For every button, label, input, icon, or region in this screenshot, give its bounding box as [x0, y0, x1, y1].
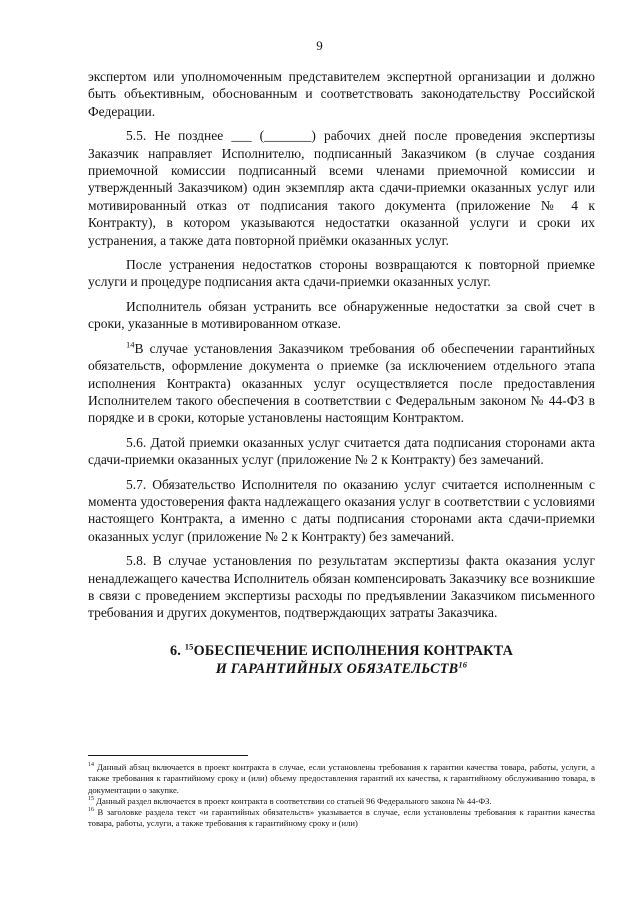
footnote-mark-14: 14 — [88, 762, 94, 769]
paragraph-defects-fix: Исполнитель обязан устранить все обнаруженные недостатки за свой счет в сроки, указанные в мотивированном отказе. — [88, 298, 595, 332]
paragraph-5-6: 5.6. Датой приемки оказанных услуг считается дата подписания сторонами акта сдачи-приемки оказанных услуг (приложение № 2 к Контракту) без замечаний. — [88, 434, 595, 468]
section-heading-line2: И ГАРАНТИЙНЫХ ОБЯЗАТЕЛЬСТВ — [215, 660, 459, 677]
paragraph-warranty-security-text: В случае установления Заказчиком требования об обеспечении гарантийных обязательств, оформление документа о приемке (за исключением отдельного этапа исполнения Контракта) оказанных услуг осуществляется после предоставления Исполнителем такого обеспечения в соответствии с Федеральным законом № 44-ФЗ в порядке и в сроки, которые установлены настоящим Контрактом. — [88, 340, 595, 426]
footnote-mark-16: 16 — [88, 807, 94, 814]
page-number: 9 — [316, 38, 323, 53]
paragraph-warranty-security — [88, 340, 595, 427]
section-heading-line2-wrap — [88, 660, 595, 678]
footnote-16 — [88, 807, 595, 830]
footnote-ref-15: 15 — [184, 641, 194, 652]
section-number: 6. — [169, 642, 185, 659]
footnote-15 — [88, 796, 595, 807]
paragraph-5-5: 5.5. Не позднее ___ (_______) рабочих дней после проведения экспертизы Заказчик направляет Исполнителю, подписанный Заказчиком (в случае создания приемочной комиссии подписанный всеми членами приемочной комиссии и утвержденный Заказчиком) один экземпляр акта сдачи-приемки оказанных услуг или мотивированный отказ от подписания такого документа (приложение № 4 к Контракту), в котором указываются недостатки оказанной услуги и сроки их устранения, а также дата повторной приёмки оказанных услуг. — [88, 128, 595, 248]
paragraph-continuation: экспертом или уполномоченным представителем экспертной организации и должно быть объективным, обоснованным и соответствовать законодательству Российской Федерации. — [88, 69, 595, 119]
paragraph-5-8: 5.8. В случае установления по результатам экспертизы факта оказания услуг ненадлежащего качества Исполнитель обязан компенсировать Заказчику все возникшие в связи с проведением экспертизы расходы по предъявлении Заказчиком письменного требования и других документов, подтверждающих затраты Заказчика. — [88, 553, 595, 621]
footnote-ref-16: 16 — [458, 659, 468, 670]
footnotes — [88, 755, 595, 830]
section-heading-6 — [88, 642, 595, 678]
paragraph-5-7: 5.7. Обязательство Исполнителя по оказанию услуг считается исполненным с момента удостоверения факта надлежащего оказания услуг в соответствии с условиями настоящего Контракта, а именно с даты подписания сторонами акта сдачи-приемки оказанных услуг (приложение № 2 к Контракту) без замечаний. — [88, 476, 595, 544]
footnote-15-text: Данный раздел включается в проект контракта в соответствии со статьей 96 Федерального закона № 44-ФЗ. — [94, 795, 492, 806]
footnote-14-text: Данный абзац включается в проект контракта в случае, если установлены требования к гарантии качества товара, работы, услуги, а также требования к гарантийному сроку и (или) объему предоставления гарантий их качества, к гарантийному обслуживанию товара, в документации о закупке. — [88, 762, 595, 795]
document-body — [88, 68, 595, 678]
section-heading-line1: ОБЕСПЕЧЕНИЕ ИСПОЛНЕНИЯ КОНТРАКТА — [193, 642, 514, 659]
paragraph-repeat-acceptance: После устранения недостатков стороны возвращаются к повторной приемке услуги и процедуре подписания акта сдачи-приемки оказанных услуг. — [88, 257, 595, 290]
footnote-divider — [88, 755, 248, 756]
footnote-16-text: В заголовке раздела текст «и гарантийных обязательств» указывается в случае, если установлены требования к гарантии качества товара, работы, услуги, а также требования к гарантийному сроку и (или) — [88, 807, 595, 829]
footnote-mark-15: 15 — [88, 796, 94, 803]
footnote-ref-14: 14 — [126, 339, 135, 350]
footnote-14 — [88, 762, 595, 796]
